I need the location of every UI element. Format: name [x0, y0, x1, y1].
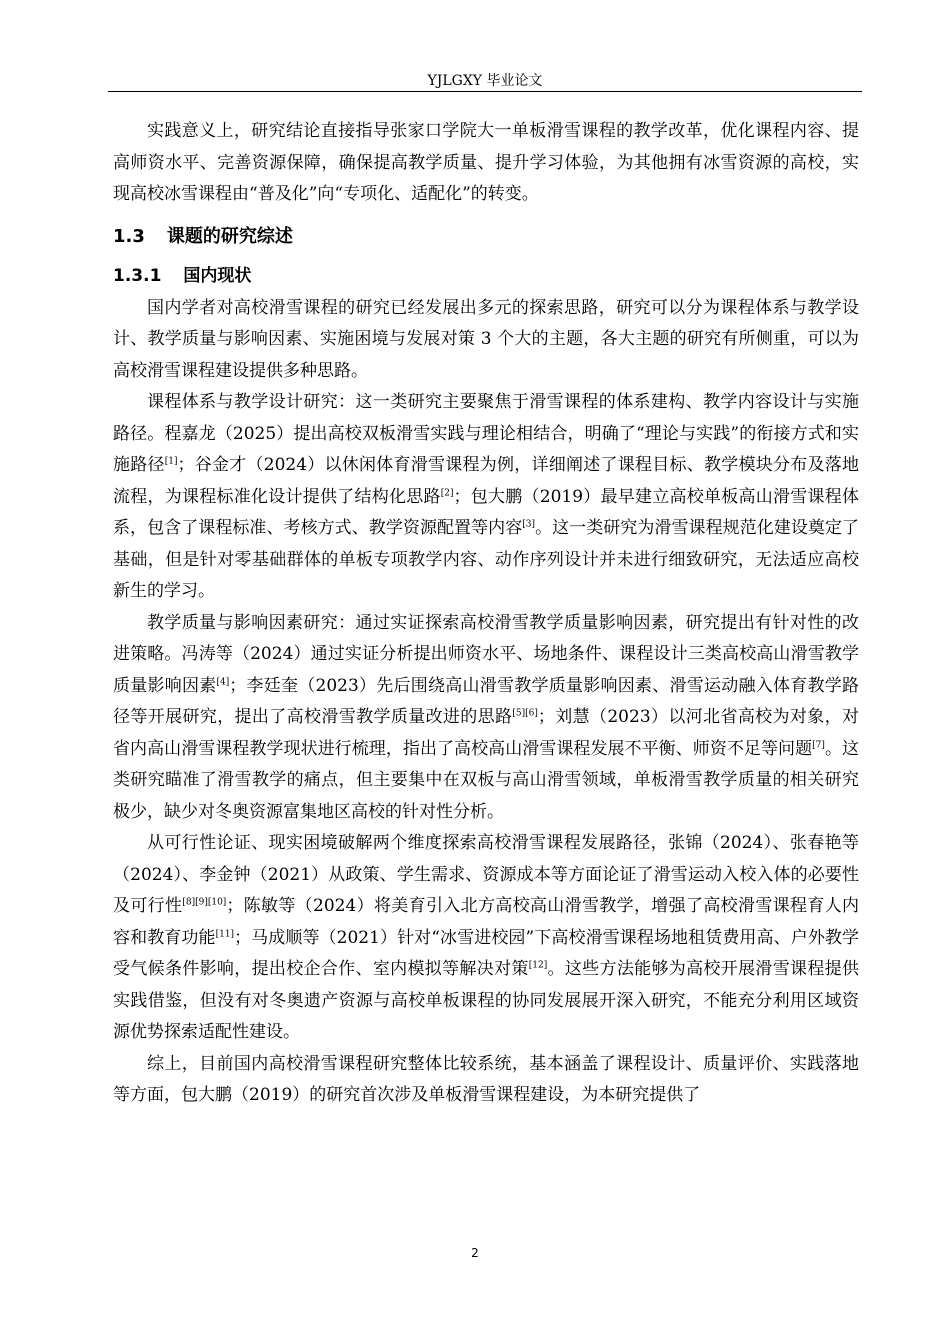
subsection-number: 1.3.1: [113, 265, 162, 286]
paragraph-curriculum-design: [113, 387, 859, 608]
text-run: 教学质量与影响因素研究：通过实证探索高校滑雪教学质量影响因素，研究提出有针对性的改进策略。冯涛等（2024）通过实证分析提出师资水平、场地条件、课程设计三类高校高山滑雪教学质量影响因素: [113, 612, 859, 696]
running-header: YJLGXY 毕业论文: [427, 73, 543, 89]
text-run: ；包大鹏（2019）最早建立高校单板高山滑雪课程体系，包含了课程标准、考核方式、教学资源配置等内容: [113, 486, 860, 538]
citation: [2]: [440, 487, 454, 498]
citation: [9]: [195, 897, 208, 908]
citation: [5]: [512, 708, 526, 719]
citation: [7]: [812, 739, 825, 750]
section-heading-1-3-1: [113, 255, 859, 293]
citation: [6]: [525, 708, 538, 719]
section-heading-1-3: [113, 211, 859, 255]
paragraph-summary: 综上，目前国内高校滑雪课程研究整体比较系统，基本涵盖了课程设计、质量评价、实践落地等方面，包大鹏（2019）的研究首次涉及单板滑雪课程建设，为本研究提供了: [113, 1053, 859, 1105]
text-run: 从可行性论证、现实困境破解两个维度探索高校滑雪课程发展路径，张锦（2024）、张春艳等（2024）、李金钟（2021）从政策、学生需求、资源成本等方面论证了滑雪运动入校入体的必要性及可行性: [113, 833, 859, 916]
text-run: ；陈敏等（2024）将美育引入北方高校高山滑雪教学，增强了高校滑雪课程育人内容和教育功能: [113, 896, 859, 948]
text-run: ；马成顺等（2021）针对“冰雪进校园”下高校滑雪课程场地租赁费用高、户外教学受气候条件影响，提出校企合作、室内模拟等解决对策: [113, 927, 860, 979]
paragraph-teaching-quality: [113, 608, 859, 829]
page-number: 2: [471, 1246, 479, 1260]
citation: [12]: [528, 960, 548, 971]
text-run: 。这类研究瞄准了滑雪教学的痛点，但主要集中在双板与高山滑雪领域，单板滑雪教学质量的相关研究极少，缺少对冬奥资源富集地区高校的针对性分析。: [113, 738, 860, 822]
text-run: ；李廷奎（2023）先后围绕高山滑雪教学质量影响因素、滑雪运动融入体育教学路径等开展研究，提出了高校滑雪教学质量改进的思路: [113, 675, 859, 727]
text-run: 。这些方法能够为高校开展滑雪课程提供实践借鉴，但没有对冬奥遗产资源与高校单板课程的协同发展展开深入研究，不能充分利用区域资源优势探索适配性建设。: [113, 959, 860, 1042]
citation: [1]: [164, 456, 178, 467]
subsection-title: 国内现状: [183, 265, 252, 286]
citation: [8]: [182, 897, 196, 908]
citation: [3]: [522, 519, 536, 530]
text-run: ；刘慧（2023）以河北省高校为对象，对省内高山滑雪课程教学现状进行梳理，指出了高校高山滑雪课程发展不平衡、师资不足等问题: [113, 707, 860, 759]
text-run: 。这一类研究为滑雪课程规范化建设奠定了基础，但是针对零基础群体的单板专项教学内容、动作序列设计并未进行细致研究，无法适应高校新生的学习。: [113, 518, 860, 601]
body-text: [113, 116, 859, 1112]
citation: [11]: [215, 928, 235, 939]
paragraph-development-path: [113, 828, 859, 1049]
header-rule: [108, 91, 862, 92]
section-title: 课题的研究综述: [166, 225, 293, 247]
paragraph-practical-significance: 实践意义上，研究结论直接指导张家口学院大一单板滑雪课程的教学改革，优化课程内容、提高师资水平、完善资源保障，确保提高教学质量、提升学习体验，为其他拥有冰雪资源的高校，实现高校冰雪课程由“普及化”向“专项化、适配化”的转变。: [113, 121, 859, 204]
section-number: 1.3: [113, 225, 145, 247]
text-run: 课程体系与教学设计研究：这一类研究主要聚焦于滑雪课程的体系建构、教学内容设计与实施路径。程嘉龙（2025）提出高校双板滑雪实践与理论相结合，明确了“理论与实践”的衔接方式和实施路径: [113, 392, 859, 475]
citation: [10]: [207, 897, 227, 908]
text-run: ；谷金才（2024）以休闲体育滑雪课程为例，详细阐述了课程目标、教学模块分布及落地流程，为课程标准化设计提供了结构化思路: [113, 455, 859, 507]
citation: [4]: [216, 676, 230, 687]
paragraph-overview: 国内学者对高校滑雪课程的研究已经发展出多元的探索思路，研究可以分为课程体系与教学设计、教学质量与影响因素、实施困境与发展对策 3 个大的主题，各大主题的研究有所侧重，可以为高校滑雪课程建设提供多种思路。: [113, 297, 859, 381]
